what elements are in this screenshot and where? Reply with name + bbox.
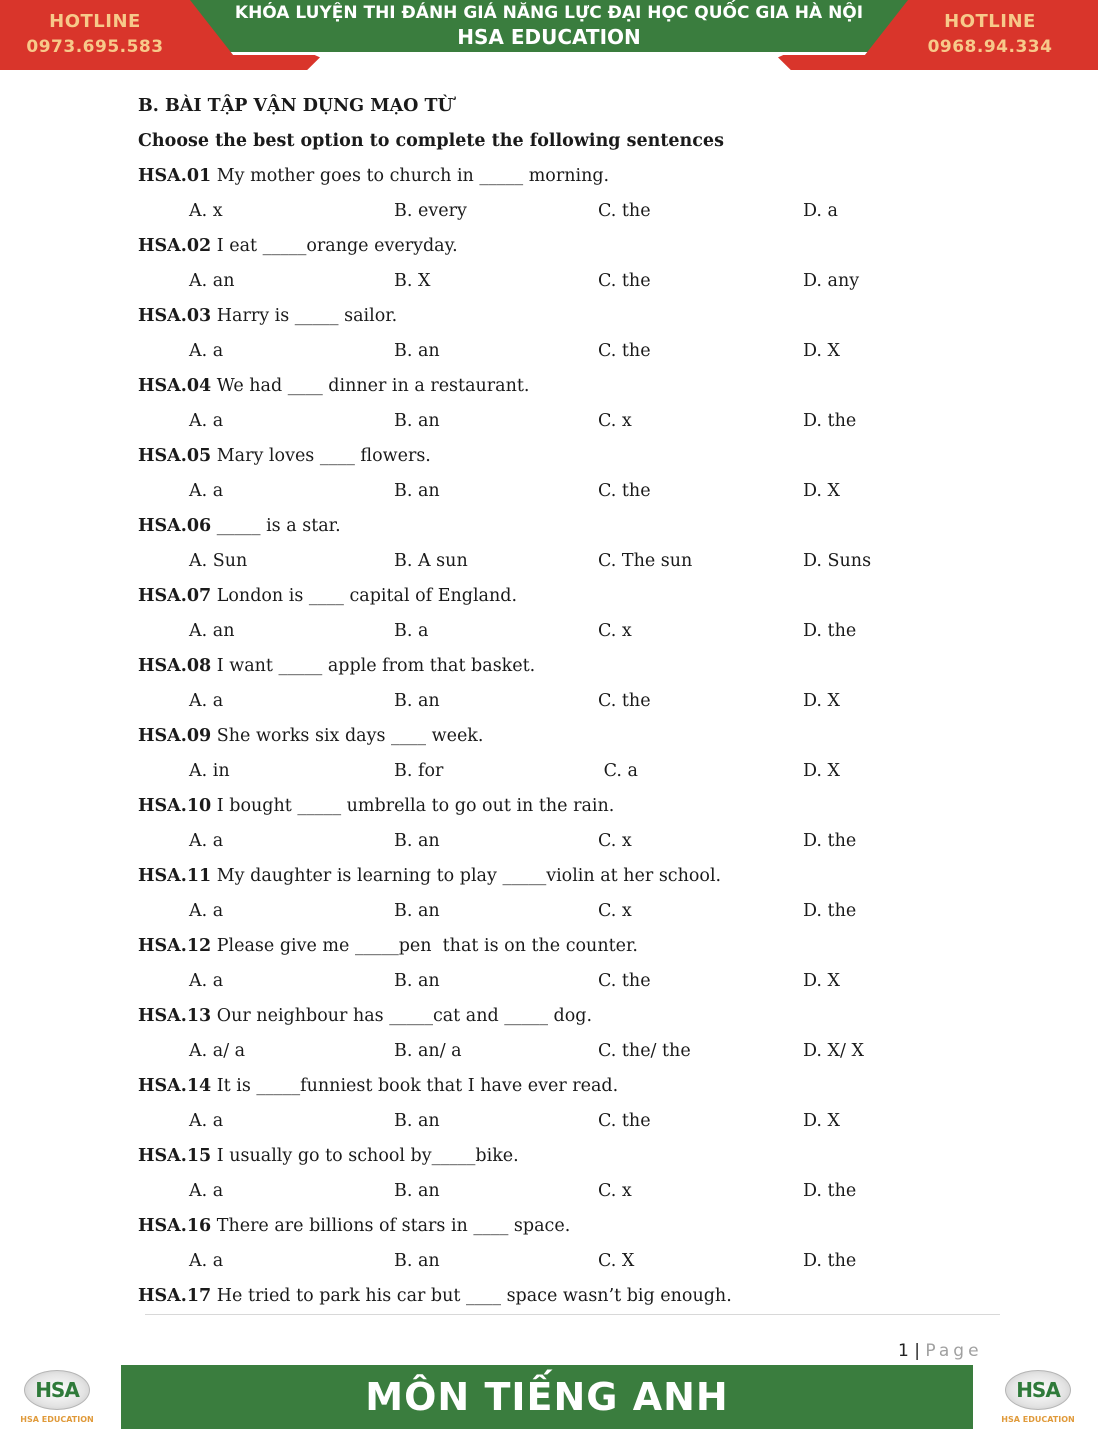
answer-option-a[interactable]: A. a xyxy=(189,481,224,501)
answer-option-d[interactable]: D. the xyxy=(803,901,857,921)
answer-option-c[interactable]: C. the xyxy=(598,971,651,991)
answer-option-d[interactable]: D. X xyxy=(803,481,840,501)
answer-options xyxy=(138,686,1018,721)
answer-option-b[interactable]: B. for xyxy=(394,761,444,781)
answer-option-b[interactable]: B. an xyxy=(394,1111,440,1131)
answer-option-c[interactable]: C. the xyxy=(598,271,651,291)
page-word: Page xyxy=(925,1341,983,1361)
question-stem xyxy=(138,861,1018,896)
answer-option-a[interactable]: A. a xyxy=(189,691,224,711)
answer-options xyxy=(138,336,1018,371)
answer-option-a[interactable]: A. a/ a xyxy=(189,1041,246,1061)
hotline-right-number: 0968.94.334 xyxy=(927,37,1053,57)
question-stem xyxy=(138,161,1018,196)
answer-options xyxy=(138,1036,1018,1071)
answer-option-b[interactable]: B. a xyxy=(394,621,429,641)
question-stem xyxy=(138,441,1018,476)
answer-option-b[interactable]: B. an xyxy=(394,341,440,361)
answer-option-a[interactable]: A. a xyxy=(189,341,224,361)
answer-option-d[interactable]: D. X xyxy=(803,971,840,991)
answer-option-d[interactable]: D. the xyxy=(803,1251,857,1271)
page-number-value: 1 xyxy=(898,1341,909,1361)
question-text: I eat _____orange everyday. xyxy=(211,236,458,256)
hotline-right xyxy=(895,10,1085,60)
hsa-logo-mark: HSA xyxy=(24,1370,90,1410)
header-title xyxy=(190,2,908,50)
answer-option-b[interactable]: B. A sun xyxy=(394,551,468,571)
answer-options xyxy=(138,1176,1018,1211)
question-text: My daughter is learning to play _____violin at her school. xyxy=(211,866,722,886)
answer-option-c[interactable]: C. The sun xyxy=(598,551,693,571)
header-title-line2: HSA EDUCATION xyxy=(457,25,641,49)
question-number: HSA.06 xyxy=(138,516,212,536)
answer-options xyxy=(138,826,1018,861)
answer-option-c[interactable]: C. the xyxy=(598,341,651,361)
question-text: It is _____funniest book that I have ever read. xyxy=(211,1076,619,1096)
question-number: HSA.03 xyxy=(138,306,212,326)
question-stem xyxy=(138,791,1018,826)
hsa-logo-mark: HSA xyxy=(1005,1370,1071,1410)
answer-option-c[interactable]: C. the xyxy=(598,1111,651,1131)
question-text: There are billions of stars in ____ space. xyxy=(211,1216,571,1236)
question-stem xyxy=(138,1001,1018,1036)
question-stem xyxy=(138,511,1018,546)
answer-options xyxy=(138,1106,1018,1141)
exercise-content xyxy=(138,91,1018,1316)
answer-options xyxy=(138,406,1018,441)
question-text: We had ____ dinner in a restaurant. xyxy=(211,376,530,396)
question-number: HSA.09 xyxy=(138,726,212,746)
answer-option-c[interactable]: C. x xyxy=(598,411,632,431)
answer-option-d[interactable]: D. X xyxy=(803,691,840,711)
question-number: HSA.15 xyxy=(138,1146,212,1166)
hotline-left-number: 0973.695.583 xyxy=(26,37,164,57)
hotline-right-label: HOTLINE xyxy=(944,11,1036,32)
answer-option-d[interactable]: D. a xyxy=(803,201,838,221)
answer-options xyxy=(138,546,1018,581)
answer-option-c[interactable]: C. x xyxy=(598,831,632,851)
answer-options xyxy=(138,266,1018,301)
answer-option-a[interactable]: A. in xyxy=(189,761,230,781)
question-number: HSA.16 xyxy=(138,1216,212,1236)
answer-option-b[interactable]: B. every xyxy=(394,201,467,221)
answer-option-d[interactable]: D. any xyxy=(803,271,860,291)
answer-option-a[interactable]: A. a xyxy=(189,411,224,431)
answer-option-a[interactable]: A. an xyxy=(189,271,235,291)
answer-option-a[interactable]: A. an xyxy=(189,621,235,641)
question-stem xyxy=(138,1071,1018,1106)
header-title-line1: KHÓA LUYỆN THI ĐÁNH GIÁ NĂNG LỰC ĐẠI HỌC QUỐC GIA HÀ NỘI xyxy=(234,3,864,23)
hsa-logo-caption: HSA EDUCATION xyxy=(1001,1415,1075,1424)
question-text: I bought _____ umbrella to go out in the rain. xyxy=(211,796,615,816)
hsa-logo-right xyxy=(998,1370,1078,1425)
question-stem xyxy=(138,581,1018,616)
answer-option-c[interactable]: C. x xyxy=(598,1181,632,1201)
answer-option-a[interactable]: A. a xyxy=(189,971,224,991)
answer-options xyxy=(138,896,1018,931)
question-number: HSA.12 xyxy=(138,936,212,956)
answer-option-b[interactable]: B. an xyxy=(394,901,440,921)
question-number: HSA.04 xyxy=(138,376,212,396)
question-stem xyxy=(138,1141,1018,1176)
hotline-left xyxy=(0,10,190,60)
question-number: HSA.14 xyxy=(138,1076,212,1096)
question-stem xyxy=(138,231,1018,266)
question-text: I usually go to school by_____bike. xyxy=(211,1146,519,1166)
hotline-left-label: HOTLINE xyxy=(49,11,141,32)
answer-option-b[interactable]: B. an xyxy=(394,481,440,501)
page-header xyxy=(0,0,1098,70)
question-stem xyxy=(138,1281,1018,1316)
answer-option-a[interactable]: A. a xyxy=(189,1251,224,1271)
question-number: HSA.05 xyxy=(138,446,212,466)
question-text: _____ is a star. xyxy=(211,516,341,536)
answer-option-b[interactable]: B. X xyxy=(394,271,431,291)
answer-options xyxy=(138,756,1018,791)
answer-option-c[interactable]: C. the xyxy=(598,201,651,221)
answer-option-d[interactable]: D. X/ X xyxy=(803,1041,864,1061)
question-text: Please give me _____pen that is on the counter. xyxy=(211,936,638,956)
question-text: He tried to park his car but ____ space wasn’t big enough. xyxy=(211,1286,732,1306)
question-text: Harry is _____ sailor. xyxy=(211,306,398,326)
question-stem xyxy=(138,651,1018,686)
answer-option-c[interactable]: C. a xyxy=(598,761,638,781)
answer-option-c[interactable]: C. x xyxy=(598,621,632,641)
answer-option-c[interactable]: C. X xyxy=(598,1251,635,1271)
question-text: Mary loves ____ flowers. xyxy=(211,446,431,466)
question-stem xyxy=(138,1211,1018,1246)
answer-option-b[interactable]: B. an xyxy=(394,1181,440,1201)
footer-title: MÔN TIẾNG ANH xyxy=(365,1375,729,1419)
answer-options xyxy=(138,476,1018,511)
question-stem xyxy=(138,301,1018,336)
answer-option-a[interactable]: A. a xyxy=(189,1181,224,1201)
section-title: B. BÀI TẬP VẬN DỤNG MẠO TỪ xyxy=(138,96,453,116)
answer-options xyxy=(138,966,1018,1001)
answer-option-c[interactable]: C. the/ the xyxy=(598,1041,691,1061)
answer-option-d[interactable]: D. the xyxy=(803,621,857,641)
answer-option-a[interactable]: A. a xyxy=(189,831,224,851)
answer-options xyxy=(138,196,1018,231)
answer-option-c[interactable]: C. x xyxy=(598,901,632,921)
answer-option-c[interactable]: C. the xyxy=(598,691,651,711)
answer-option-a[interactable]: A. a xyxy=(189,901,224,921)
question-number: HSA.01 xyxy=(138,166,212,186)
question-stem xyxy=(138,371,1018,406)
question-number: HSA.02 xyxy=(138,236,212,256)
question-number: HSA.10 xyxy=(138,796,212,816)
answer-option-a[interactable]: A. x xyxy=(189,201,223,221)
page-divider xyxy=(145,1314,1000,1315)
question-list xyxy=(138,161,1018,1316)
answer-option-d[interactable]: D. X xyxy=(803,1111,840,1131)
answer-options xyxy=(138,1246,1018,1281)
question-text: My mother goes to church in _____ morning. xyxy=(211,166,610,186)
answer-option-a[interactable]: A. Sun xyxy=(189,551,248,571)
question-stem xyxy=(138,721,1018,756)
hsa-logo-left xyxy=(17,1370,97,1425)
question-text: I want _____ apple from that basket. xyxy=(211,656,536,676)
question-text: London is ____ capital of England. xyxy=(211,586,518,606)
question-number: HSA.08 xyxy=(138,656,212,676)
answer-option-d[interactable]: D. the xyxy=(803,831,857,851)
page-number xyxy=(898,1341,983,1361)
answer-option-d[interactable]: D. X xyxy=(803,761,840,781)
answer-option-c[interactable]: C. the xyxy=(598,481,651,501)
answer-option-b[interactable]: B. an xyxy=(394,1251,440,1271)
question-number: HSA.11 xyxy=(138,866,212,886)
answer-option-b[interactable]: B. an xyxy=(394,691,440,711)
question-number: HSA.07 xyxy=(138,586,212,606)
answer-option-b[interactable]: B. an xyxy=(394,971,440,991)
answer-option-d[interactable]: D. Suns xyxy=(803,551,872,571)
answer-option-d[interactable]: D. the xyxy=(803,1181,857,1201)
question-stem xyxy=(138,931,1018,966)
question-number: HSA.13 xyxy=(138,1006,212,1026)
answer-option-a[interactable]: A. a xyxy=(189,1111,224,1131)
instruction: Choose the best option to complete the following sentences xyxy=(138,131,724,151)
answer-option-b[interactable]: B. an xyxy=(394,411,440,431)
answer-options xyxy=(138,616,1018,651)
question-text: Our neighbour has _____cat and _____ dog. xyxy=(211,1006,593,1026)
answer-option-b[interactable]: B. an xyxy=(394,831,440,851)
answer-option-d[interactable]: D. the xyxy=(803,411,857,431)
answer-option-b[interactable]: B. an/ a xyxy=(394,1041,462,1061)
hsa-logo-caption: HSA EDUCATION xyxy=(20,1415,94,1424)
answer-option-d[interactable]: D. X xyxy=(803,341,840,361)
question-number: HSA.17 xyxy=(138,1286,212,1306)
page-number-separator: | xyxy=(908,1341,926,1361)
question-text: She works six days ____ week. xyxy=(211,726,484,746)
